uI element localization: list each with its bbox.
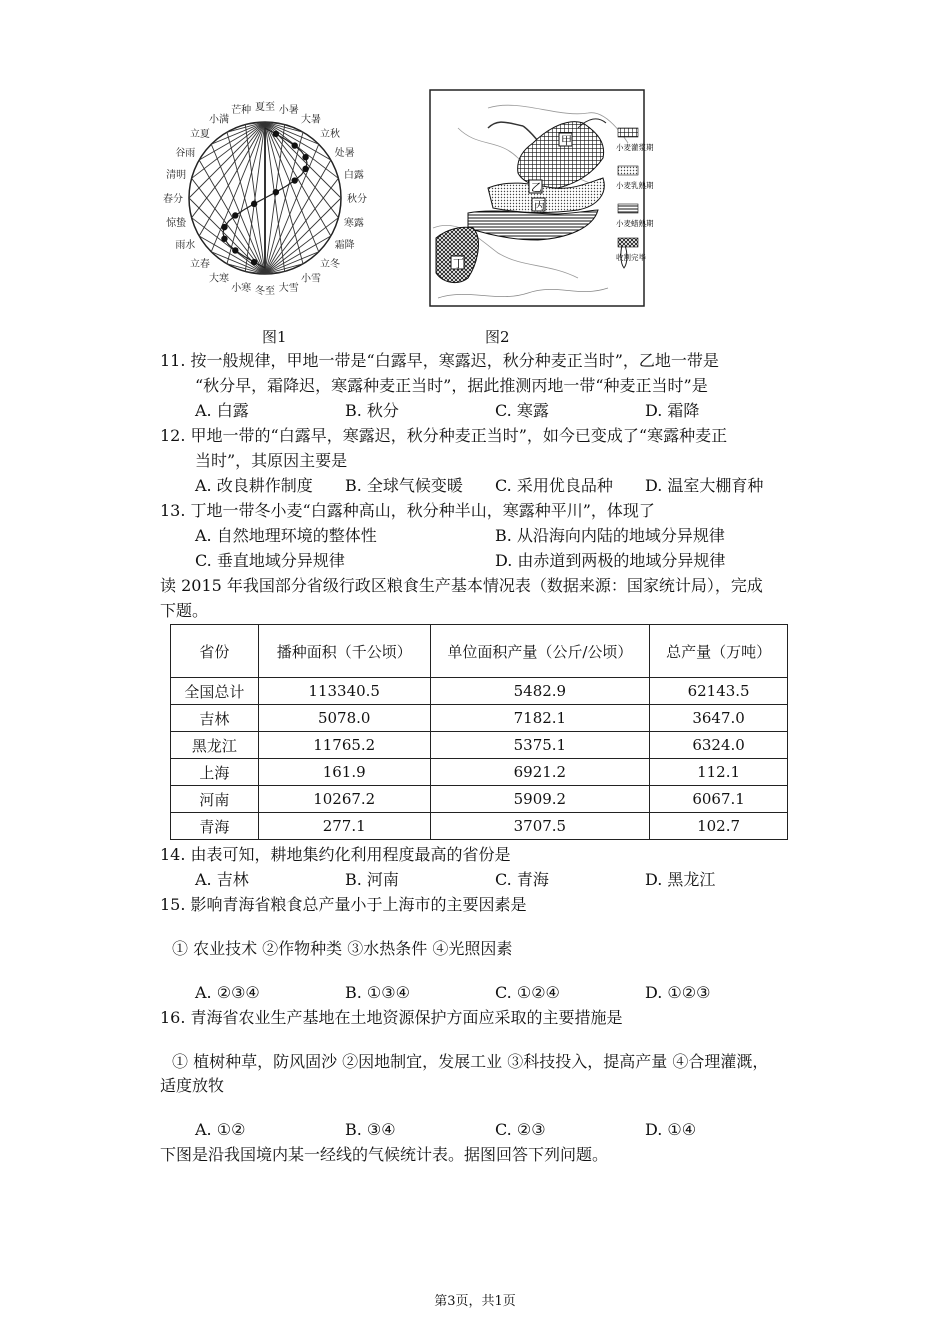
solar-term-label: 霜降 (334, 240, 355, 251)
page-footer: 第3页，共1页 (434, 1294, 516, 1309)
q13-option-d[interactable]: D. 由赤道到两极的地域分异规律 (495, 551, 726, 570)
table-intro-1: 读 2015 年我国部分省级行政区粮食生产基本情况表（数据来源：国家统计局），完成 (160, 576, 763, 595)
q13-option-c[interactable]: C. 垂直地域分异规律 (195, 551, 345, 570)
cell-yield: 6921.2 (430, 759, 650, 786)
table-row (171, 786, 788, 813)
q12-stem-2: 当时”，其原因主要是 (195, 451, 348, 470)
cell-total: 112.1 (650, 759, 788, 786)
q11-stem-1: 11. 按一般规律，甲地一带是“白露早，寒露迟，秋分种麦正当时”，乙地一带是 (160, 351, 719, 370)
q13-option-b[interactable]: B. 从沿海向内陆的地域分异规律 (495, 526, 725, 545)
q16-option-a[interactable]: A. ①② (195, 1120, 246, 1139)
q11-stem-2: “秋分早，霜降迟，寒露种麦正当时”，据此推测丙地一带“种麦正当时”是 (195, 376, 708, 395)
q16-items-1: ① 植树种草，防风固沙 ②因地制宜，发展工业 ③科技投入，提高产量 ④合理灌溉， (172, 1052, 769, 1071)
solar-term-label: 白露 (343, 170, 364, 182)
q12-option-d[interactable]: D. 温室大棚育种 (645, 476, 764, 495)
solar-term-label: 立春 (189, 259, 210, 271)
cell-area: 11765.2 (258, 732, 430, 759)
header-total-output: 总产量（万吨） (650, 625, 788, 678)
cell-province: 吉林 (171, 705, 259, 732)
legend-label: 小麦灌浆期 (616, 143, 654, 152)
wheel-chord (227, 122, 265, 264)
solar-term-label: 冬至 (255, 286, 275, 297)
wheel-dot (221, 236, 227, 242)
wheel-dot (251, 259, 257, 265)
wheel-dot (291, 142, 297, 148)
solar-term-label: 春分 (163, 194, 183, 205)
solar-term-label: 大暑 (301, 114, 321, 126)
legend-label: 收割完毕 (616, 253, 646, 262)
q16-stem: 16. 青海省农业生产基地在土地资源保护方面应采取的主要措施是 (160, 1008, 623, 1027)
cell-yield: 3707.5 (430, 813, 650, 840)
wheel-dot (221, 224, 227, 230)
header-yield-per-area: 单位面积产量（公斤/公顷） (430, 625, 650, 678)
solar-term-label: 大寒 (209, 273, 229, 285)
cell-total: 3647.0 (650, 705, 788, 732)
solar-term-label: 惊蛰 (166, 217, 187, 229)
cell-area: 277.1 (258, 813, 430, 840)
solar-term-label: 芒种 (231, 105, 252, 117)
q12-option-c[interactable]: C. 采用优良品种 (495, 476, 613, 495)
cell-area: 161.9 (258, 759, 430, 786)
q11-option-d[interactable]: D. 霜降 (645, 401, 700, 420)
cell-province: 黑龙江 (171, 732, 259, 759)
table-row (171, 759, 788, 786)
table-row (171, 732, 788, 759)
label-bing: 丙 (534, 199, 545, 212)
wheat-stage-map (428, 88, 654, 310)
q15-option-a[interactable]: A. ②③④ (195, 983, 260, 1002)
legend-label: 小麦乳熟期 (616, 181, 654, 190)
wheel-dot (273, 189, 279, 195)
cell-yield: 5909.2 (430, 786, 650, 813)
q12-option-a[interactable]: A. 改良耕作制度 (195, 476, 313, 495)
q15-option-c[interactable]: C. ①②④ (495, 983, 560, 1002)
table-row (171, 705, 788, 732)
solar-term-label: 小寒 (231, 282, 252, 294)
q16-items-2: 适度放牧 (160, 1076, 225, 1095)
solar-term-label: 小暑 (278, 105, 299, 117)
solar-term-label: 寒露 (343, 217, 364, 229)
header-sown-area: 播种面积（千公顷） (258, 625, 430, 678)
cell-yield: 5375.1 (430, 732, 650, 759)
cell-yield: 7182.1 (430, 705, 650, 732)
solar-terms-wheel (160, 90, 370, 305)
q14-option-b[interactable]: B. 河南 (345, 870, 399, 889)
solar-term-label: 秋分 (347, 194, 367, 205)
solar-term-label: 小雪 (301, 273, 321, 285)
solar-term-label: 小满 (209, 114, 229, 126)
cell-province: 河南 (171, 786, 259, 813)
header-province: 省份 (171, 625, 259, 678)
solar-term-label: 夏至 (255, 102, 275, 113)
wheel-dot (302, 154, 308, 160)
figure2-caption: 图2 (485, 328, 510, 346)
label-ding: 丁 (453, 257, 464, 270)
solar-term-label: 处暑 (334, 148, 355, 159)
cell-total: 6067.1 (650, 786, 788, 813)
wheel-dot (232, 212, 238, 218)
label-yi: 乙 (531, 181, 542, 194)
wheel-dot (291, 177, 297, 183)
cell-area: 113340.5 (258, 678, 430, 705)
q11-option-c[interactable]: C. 寒露 (495, 401, 549, 420)
wheel-chord (265, 122, 319, 252)
q13-stem: 13. 丁地一带冬小麦“白露种高山，秋分种半山，寒露种平川”，体现了 (160, 501, 655, 520)
q13-option-a[interactable]: A. 自然地理环境的整体性 (195, 526, 377, 545)
closing-instruction: 下图是沿我国境内某一经线的气候统计表。据图回答下列问题。 (160, 1145, 609, 1164)
table-header-row (171, 625, 788, 678)
q16-option-b[interactable]: B. ③④ (345, 1120, 396, 1139)
q11-option-a[interactable]: A. 白露 (195, 401, 249, 420)
q11-option-b[interactable]: B. 秋分 (345, 401, 399, 420)
table-intro-2: 下题。 (160, 601, 209, 620)
q14-option-c[interactable]: C. 青海 (495, 870, 549, 889)
cell-total: 102.7 (650, 813, 788, 840)
wheel-chord (227, 132, 265, 274)
q15-stem: 15. 影响青海省粮食总产量小于上海市的主要因素是 (160, 895, 527, 914)
solar-term-label: 立夏 (189, 128, 210, 140)
cell-area: 10267.2 (258, 786, 430, 813)
cell-province: 全国总计 (171, 678, 259, 705)
wheel-chord (211, 122, 265, 252)
solar-term-label: 雨水 (175, 240, 196, 251)
wheel-chord (199, 160, 265, 274)
cell-total: 62143.5 (650, 678, 788, 705)
wheel-dot (273, 131, 279, 137)
table-row (171, 813, 788, 840)
solar-term-label: 立冬 (320, 259, 341, 271)
wheel-chord (265, 132, 303, 274)
q16-option-c[interactable]: C. ②③ (495, 1120, 546, 1139)
q16-option-d[interactable]: D. ①④ (645, 1120, 697, 1139)
q12-option-b[interactable]: B. 全球气候变暖 (345, 476, 463, 495)
label-jia: 甲 (561, 134, 572, 147)
cell-province: 上海 (171, 759, 259, 786)
wheel-chord (265, 144, 319, 274)
legend-label: 小麦蜡熟期 (616, 219, 654, 228)
wheel-chord (211, 144, 265, 274)
solar-term-label: 谷雨 (175, 148, 196, 159)
cell-total: 6324.0 (650, 732, 788, 759)
cell-yield: 5482.9 (430, 678, 650, 705)
q14-option-d[interactable]: D. 黑龙江 (645, 870, 716, 889)
figure1-caption: 图1 (262, 328, 287, 346)
q14-option-a[interactable]: A. 吉林 (195, 870, 249, 889)
q14-stem: 14. 由表可知，耕地集约化利用程度最高的省份是 (160, 845, 511, 864)
q15-items: ① 农业技术 ②作物种类 ③水热条件 ④光照因素 (172, 939, 513, 958)
cell-province: 青海 (171, 813, 259, 840)
grain-production-table (170, 624, 788, 840)
q15-option-d[interactable]: D. ①②③ (645, 983, 711, 1002)
wheel-chord (265, 122, 303, 264)
wheel-dot (302, 166, 308, 172)
solar-term-label: 大雪 (278, 282, 299, 294)
cell-area: 5078.0 (258, 705, 430, 732)
solar-term-label: 立秋 (320, 128, 341, 140)
q12-stem-1: 12. 甲地一带的“白露早，寒露迟，秋分种麦正当时”，如今已变成了“寒露种麦正 (160, 426, 728, 445)
table-row (171, 678, 788, 705)
wheel-dot (251, 201, 257, 207)
q15-option-b[interactable]: B. ①③④ (345, 983, 410, 1002)
wheel-dot (232, 247, 238, 253)
solar-term-label: 清明 (166, 170, 187, 182)
